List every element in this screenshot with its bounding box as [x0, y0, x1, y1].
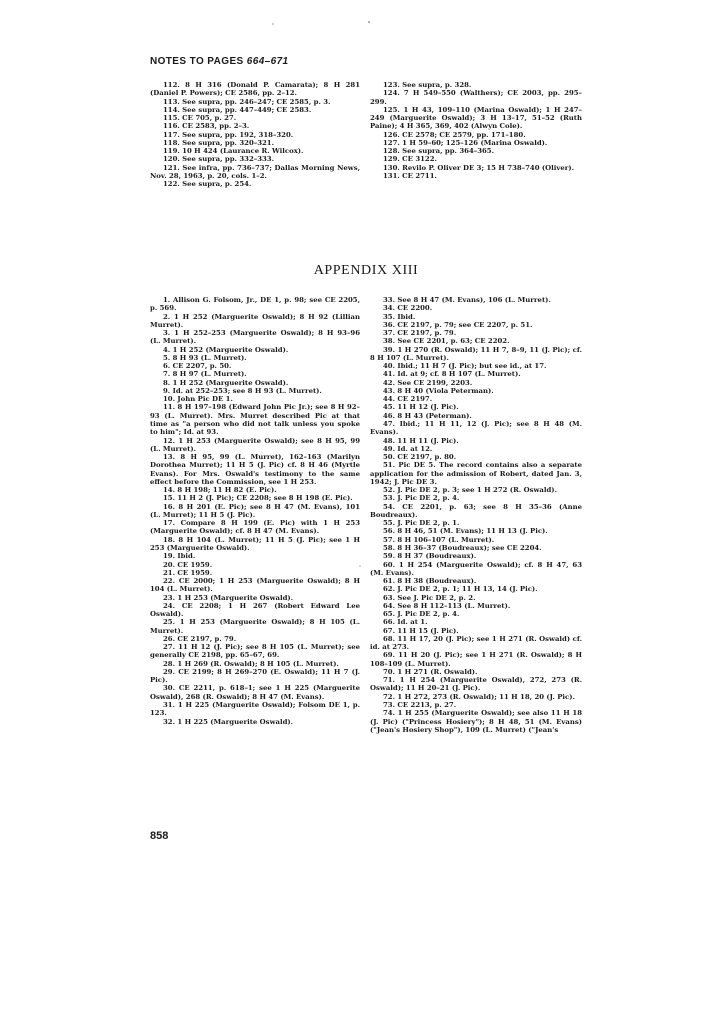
footnote: 116. CE 2583, pp. 2–3. — [163, 122, 250, 131]
footnote: 49. Id. at 12. — [383, 444, 433, 453]
footnote: 26. CE 2197, p. 79. — [163, 634, 237, 643]
footnote: 41. Id. at 9; cf. 8 H 107 (L. Murret). — [383, 370, 521, 379]
footnote: 9. Id. at 252–253; see 8 H 93 (L. Murret). — [163, 386, 322, 395]
footnote: 122. See supra, p. 254. — [163, 180, 252, 189]
footnote: 123. See supra, p. 328. — [383, 81, 472, 89]
running-head-pages: 664–671 — [246, 56, 289, 67]
footnote: 48. 11 H 11 (J. Pic). — [383, 436, 459, 445]
notes-column-left — [150, 81, 360, 188]
footnote: 11. 8 H 197–198 (Edward John Pic Jr.); see 8 H 92–93 (L. Murret). Mrs. Murret described Pic at that time as "a person who did not talk unless you spoke to him"; Id. at 93. — [150, 403, 360, 437]
footnote: 61. 8 H 38 (Boudreaux). — [383, 577, 477, 586]
footnote: 66. Id. at 1. — [383, 618, 428, 627]
running-head — [150, 56, 289, 67]
footnote: 42. See CE 2199, 2203. — [383, 378, 473, 387]
footnote: 60. 1 H 254 (Marguerite Oswald); cf. 8 H 47, 63 (M. Evans). — [370, 560, 582, 577]
footnote: 39. 1 H 270 (R. Oswald); 11 H 7, 8–9, 11 (J. Pic); cf. 8 H 107 (L. Murret). — [370, 345, 582, 362]
footnote: 28. 1 H 269 (R. Oswald); 8 H 105 (L. Murret). — [163, 659, 339, 668]
footnote: 47. Ibid.; 11 H 11, 12 (J. Pic); see 8 H 48 (M. Evans). — [370, 419, 582, 437]
footnote: 4. 1 H 252 (Marguerite Oswald). — [163, 345, 289, 354]
footnote: 57. 8 H 106–107 (L. Murret). — [383, 535, 495, 544]
footnote: 32. 1 H 225 (Marguerite Oswald). — [163, 717, 294, 726]
footnote: 30. CE 2211, p. 618–1; see 1 H 225 (Marguerite Oswald), 268 (R. Oswald); 8 H 47 (M. Evans). — [150, 684, 360, 701]
footnote: 127. 1 H 59–60; 125–126 (Marina Oswald). — [383, 138, 548, 147]
appendix-column-left — [150, 296, 360, 726]
footnote: 130. Revilo P. Oliver DE 3; 15 H 738–740 (Oliver). — [383, 163, 575, 172]
footnote: 34. CE 2200. — [383, 304, 433, 313]
footnote: 73. CE 2213, p. 27. — [383, 701, 457, 710]
footnote: 43. 8 H 40 (Viola Peterman). — [383, 386, 494, 395]
footnote: 1. Allison G. Folsom, Jr., DE 1, p. 98; see CE 2205, p. 569. — [150, 296, 360, 313]
footnote: 19. Ibid. — [163, 552, 196, 561]
footnote: 125. 1 H 43, 109–110 (Marina Oswald); 1 H 247–249 (Marguerite Oswald); 3 H 13–17, 51–52 (Ruth Paine); 4 H 365, 369, 402 (Alwyn Cole). — [370, 105, 582, 131]
page-number: 858 — [150, 830, 169, 842]
footnote: 54. CE 2201, p. 63; see 8 H 35–36 (Anne Boudreaux). — [370, 502, 582, 519]
footnote: 44. CE 2197. — [383, 395, 433, 404]
footnote: 10. John Pic DE 1. — [163, 395, 233, 404]
footnote: 58. 8 H 36–37 (Boudreaux); see CE 2204. — [383, 543, 542, 552]
footnote: 45. 11 H 12 (J. Pic). — [383, 403, 459, 412]
footnote: 53. J. Pic DE 2, p. 4. — [383, 494, 460, 503]
footnote: 31. 1 H 225 (Marguerite Oswald); Folsom DE 1, p. 123. — [150, 701, 360, 718]
footnote: 126. CE 2578; CE 2579, pp. 171–180. — [383, 130, 526, 139]
footnote: 18. 8 H 104 (L. Murret); 11 H 5 (J. Pic); see 1 H 253 (Marguerite Oswald). — [150, 535, 360, 552]
footnote: 67. 11 H 15 (J. Pic). — [383, 626, 459, 635]
footnote: 65. J. Pic DE 2, p. 4. — [383, 610, 460, 619]
footnote: 71. 1 H 254 (Marguerite Oswald), 272, 273 (R. Oswald); 11 H 20–21 (J. Pic). — [370, 676, 582, 693]
footnote: 2. 1 H 252 (Marguerite Oswald); 8 H 92 (Lillian Murret). — [150, 312, 360, 329]
footnote: 51. Pic DE 5. The record contains also a separate application for the admission of Robert, dated Jan. 3, 1942; J. Pic DE 3. — [370, 461, 582, 486]
footnote: 113. See supra, pp. 246–247; CE 2585, p. 3. — [163, 97, 331, 106]
footnote: 118. See supra, pp. 320–321. — [163, 138, 274, 147]
footnote: 129. CE 3122. — [383, 155, 437, 164]
footnote: 22. CE 2000; 1 H 253 (Marguerite Oswald); 8 H 104 (L. Murret). — [150, 577, 360, 594]
footnote: 121. See infra, pp. 736–737; Dallas Morning News, Nov. 28, 1963, p. 20, cols. 1–2. — [150, 163, 360, 180]
footnote: 14. 8 H 198; 11 H 82 (E. Pic). — [163, 486, 277, 495]
footnote: 27. 11 H 12 (J. Pic); see 8 H 105 (L. Murret); see generally CE 2198, pp. 65–67, 69. — [150, 643, 360, 660]
footnote: 55. J. Pic DE 2, p. 1. — [383, 519, 460, 528]
footnote: 120. See supra, pp. 332–333. — [163, 155, 274, 164]
running-head-prefix: NOTES TO PAGES — [150, 56, 247, 67]
footnote: 117. See supra, pp. 192, 318–320. — [163, 130, 294, 139]
footnote: 16. 8 H 201 (E. Pic); see 8 H 47 (M. Evans), 101 (L. Murret); 11 H 5 (J. Pic). — [150, 502, 360, 519]
footnote: 64. See 8 H 112–113 (L. Murret). — [383, 601, 511, 610]
footnote: 115. CE 705, p. 27. — [163, 114, 237, 123]
footnote: 17. Compare 8 H 199 (E. Pic) with 1 H 253 (Marguerite Oswald); cf. 8 H 47 (M. Evans). — [150, 519, 360, 536]
footnote: 50. CE 2197, p. 80. — [383, 453, 457, 462]
footnote: 63. See J. Pic DE 2, p. 2. — [383, 593, 476, 602]
speck — [272, 23, 273, 24]
footnote: 114. See supra, pp. 447–449; CE 2583. — [163, 105, 312, 114]
footnote: 12. 1 H 253 (Marguerite Oswald); see 8 H 95, 99 (L. Murret). — [150, 436, 360, 453]
notes-column-right — [370, 81, 582, 180]
footnote: 29. CE 2199; 8 H 269–270 (E. Oswald); 11 H 7 (J. Pic). — [150, 667, 360, 685]
footnote: 5. 8 H 93 (L. Murret). — [163, 353, 247, 362]
footnote: 7. 8 H 97 (L. Murret). — [163, 370, 247, 379]
footnote: 56. 8 H 46, 51 (M. Evans); 11 H 13 (J. Pic). — [383, 527, 548, 536]
footnote: 112. 8 H 316 (Donald P. Camarata); 8 H 281 (Daniel P. Powers); CE 2586, pp. 2–12. — [150, 81, 360, 98]
footnote: 3. 1 H 252–253 (Marguerite Oswald); 8 H 93–96 (L. Murret). — [150, 329, 360, 346]
footnote: 38. See CE 2201, p. 63; CE 2202. — [383, 337, 510, 346]
footnote: 21. CE 1959. — [163, 568, 213, 577]
footnote: 25. 1 H 253 (Marguerite Oswald); 8 H 105 (L. Murret). — [150, 618, 360, 635]
footnote: 37. CE 2197, p. 79. — [383, 329, 457, 338]
appendix-column-right — [370, 296, 582, 734]
footnote: 119. 10 H 424 (Laurance R. Wilcox). — [163, 147, 304, 156]
footnote: 8. 1 H 252 (Marguerite Oswald). — [163, 378, 289, 387]
footnote: 24. CE 2208; 1 H 267 (Robert Edward Lee Oswald). — [150, 601, 360, 619]
footnote: 74. 1 H 255 (Marguerite Oswald); see also 11 H 18 (J. Pic) ("Princess Hosiery"); 8 H 48, 51 (M. Evans) ("Jean's Hosiery Shop"), 109 (L. Murret) ("Jean's — [370, 709, 582, 734]
footnote: 68. 11 H 17, 20 (J. Pic); see 1 H 271 (R. Oswald) cf. id. at 273. — [370, 634, 582, 652]
footnote: 36. CE 2197, p. 79; see CE 2207, p. 51. — [383, 320, 533, 329]
speck — [368, 21, 370, 23]
footnote: 52. J. Pic DE 2, p. 3; see 1 H 272 (R. Oswald). — [383, 486, 557, 495]
footnote: 124. 7 H 549–550 (Walthers); CE 2003, pp. 295–299. — [370, 89, 582, 106]
footnote: 131. CE 2711. — [383, 171, 437, 180]
footnote: 6. CE 2207, p. 50. — [163, 362, 232, 371]
footnote: 72. 1 H 272, 273 (R. Oswald); 11 H 18, 20 (J. Pic). — [383, 692, 575, 701]
footnote: 15. 11 H 2 (J. Pic); CE 2208; see 8 H 198 (E. Pic). — [163, 494, 353, 503]
footnote: 46. 8 H 43 (Peterman). — [383, 411, 472, 420]
footnote: 70. 1 H 271 (R. Oswald). — [383, 667, 478, 676]
appendix-title: APPENDIX XIII — [313, 263, 419, 278]
footnote: 62. J. Pic DE 2, p. 1; 11 H 13, 14 (J. Pic). — [383, 585, 538, 594]
footnote: 13. 8 H 95, 99 (L. Murret), 162–163 (Marilyn Dorothea Murret); 11 H 5 (J. Pic) cf. 8 H 46 (Myrtle Evans). For Mrs. Oswald's testimony to the same effect before the Commission, see 1 H 253. — [150, 453, 360, 486]
footnote: 23. 1 H 253 (Marguerite Oswald). — [163, 593, 294, 602]
footnote: 40. Ibid.; 11 H 7 (J. Pic); but see id., at 17. — [383, 362, 547, 371]
footnote: 33. See 8 H 47 (M. Evans), 106 (L. Murret). — [383, 296, 551, 304]
footnote: 20. CE 1959. — [163, 560, 213, 569]
footnote: 59. 8 H 37 (Boudreaux). — [383, 552, 477, 561]
footnote: 128. See supra, pp. 364–365. — [383, 147, 494, 156]
footnote: 69. 11 H 20 (J. Pic); see 1 H 271 (R. Oswald); 8 H 108–109 (L. Murret). — [370, 651, 582, 668]
footnote: 35. Ibid. — [383, 312, 416, 321]
